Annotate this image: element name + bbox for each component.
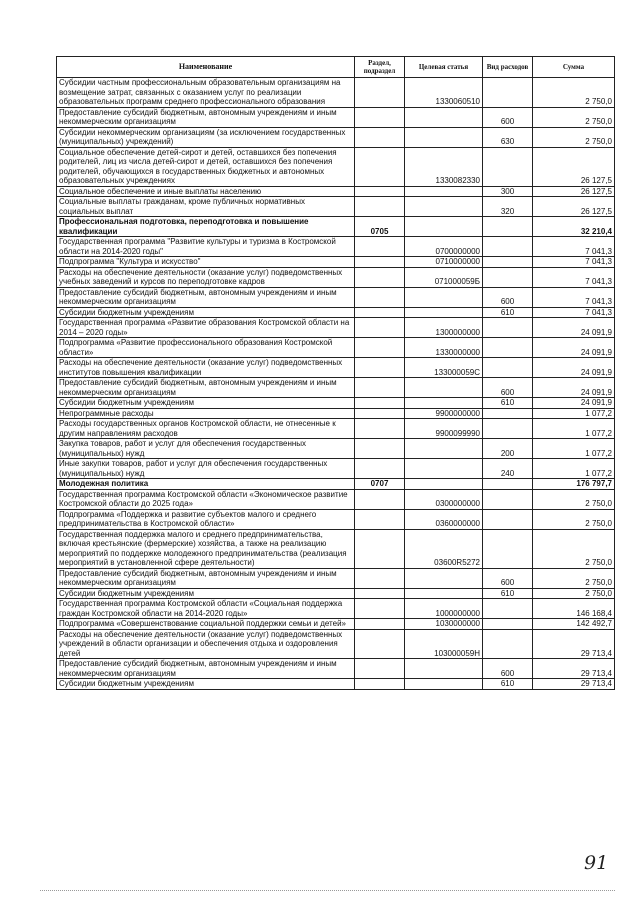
row-name: Государственная программа Костромской области «Экономическое развитие Костромской области до 2025 года» — [57, 489, 355, 509]
row-type — [483, 509, 533, 529]
row-target — [405, 568, 483, 588]
row-type — [483, 78, 533, 108]
row-type — [483, 489, 533, 509]
table-header-row — [57, 57, 615, 78]
row-sum: 24 091,9 — [533, 398, 615, 409]
row-name: Молодежная политика — [57, 479, 355, 490]
row-name: Подпрограмма «Развитие профессионального образования Костромской области» — [57, 338, 355, 358]
row-section — [355, 599, 405, 619]
row-name: Подпрограмма "Культура и искусство" — [57, 257, 355, 268]
header-name: Наименование — [57, 57, 355, 78]
row-target: 1030000000 — [405, 619, 483, 630]
row-type — [483, 529, 533, 568]
row-target — [405, 107, 483, 127]
row-section — [355, 267, 405, 287]
row-name: Государственная поддержка малого и среднего предпринимательства, включая крестьянские (фермерские) хозяйства, а также на реализацию мероприятий по поддержке молодежного предпринимательства (реализация мероприятий в установленной сфере деятельности) — [57, 529, 355, 568]
table-row — [57, 78, 615, 108]
row-section — [355, 197, 405, 217]
row-type: 600 — [483, 659, 533, 679]
row-target: 0360000000 — [405, 509, 483, 529]
footer-divider — [40, 890, 615, 892]
row-sum: 24 091,9 — [533, 378, 615, 398]
row-type — [483, 479, 533, 490]
row-name: Профессиональная подготовка, переподготовка и повышение квалификации — [57, 217, 355, 237]
row-section — [355, 659, 405, 679]
row-sum: 2 750,0 — [533, 509, 615, 529]
table-row — [57, 107, 615, 127]
row-sum: 2 750,0 — [533, 78, 615, 108]
row-name: Непрограммные расходы — [57, 408, 355, 419]
row-target — [405, 217, 483, 237]
row-sum: 2 750,0 — [533, 568, 615, 588]
row-type — [483, 338, 533, 358]
table-row — [57, 419, 615, 439]
row-target: 0710000000 — [405, 257, 483, 268]
row-section: 0707 — [355, 479, 405, 490]
table-row — [57, 197, 615, 217]
row-target: 1330082330 — [405, 147, 483, 186]
row-type: 600 — [483, 568, 533, 588]
row-sum: 176 797,7 — [533, 479, 615, 490]
row-target — [405, 659, 483, 679]
row-name: Иные закупки товаров, работ и услуг для обеспечения государственных (муниципальных) нужд — [57, 459, 355, 479]
header-target: Целевая статья — [405, 57, 483, 78]
row-target: 03600R5272 — [405, 529, 483, 568]
row-section — [355, 257, 405, 268]
row-name: Подпрограмма «Поддержка и развитие субъектов малого и среднего предпринимательства в Костромской области» — [57, 509, 355, 529]
row-sum: 142 492,7 — [533, 619, 615, 630]
table-row — [57, 588, 615, 599]
row-name: Расходы на обеспечение деятельности (оказание услуг) подведомственных институтов повышения квалификации — [57, 358, 355, 378]
row-target — [405, 287, 483, 307]
row-section — [355, 439, 405, 459]
row-target: 9900000000 — [405, 408, 483, 419]
row-target — [405, 197, 483, 217]
row-target: 133000059С — [405, 358, 483, 378]
row-name: Закупка товаров, работ и услуг для обеспечения государственных (муниципальных) нужд — [57, 439, 355, 459]
row-section — [355, 378, 405, 398]
row-sum: 2 750,0 — [533, 588, 615, 599]
row-target — [405, 459, 483, 479]
row-section — [355, 358, 405, 378]
row-section — [355, 629, 405, 659]
row-sum: 24 091,9 — [533, 318, 615, 338]
row-sum: 7 041,3 — [533, 267, 615, 287]
table-body — [57, 78, 615, 690]
row-sum: 2 750,0 — [533, 107, 615, 127]
table-row — [57, 237, 615, 257]
table-row — [57, 568, 615, 588]
row-target: 071000059Б — [405, 267, 483, 287]
row-type — [483, 147, 533, 186]
row-section — [355, 568, 405, 588]
row-target — [405, 439, 483, 459]
table-row — [57, 398, 615, 409]
row-section — [355, 619, 405, 630]
row-section — [355, 237, 405, 257]
row-type — [483, 358, 533, 378]
page-number: 91 — [584, 852, 609, 874]
table-row — [57, 147, 615, 186]
row-sum: 29 713,4 — [533, 629, 615, 659]
row-section — [355, 679, 405, 690]
row-section — [355, 318, 405, 338]
row-sum: 24 091,9 — [533, 338, 615, 358]
row-target: 1330000000 — [405, 338, 483, 358]
row-sum: 32 210,4 — [533, 217, 615, 237]
row-target: 9900099990 — [405, 419, 483, 439]
row-name: Государственная программа "Развитие культуры и туризма в Костромской области на 2014-2020 годы" — [57, 237, 355, 257]
budget-table — [56, 56, 615, 690]
header-type: Вид расходов — [483, 57, 533, 78]
table-row — [57, 439, 615, 459]
row-type — [483, 257, 533, 268]
row-type: 610 — [483, 679, 533, 690]
row-section — [355, 398, 405, 409]
row-sum: 26 127,5 — [533, 147, 615, 186]
table-row — [57, 459, 615, 479]
row-type: 610 — [483, 398, 533, 409]
row-section — [355, 186, 405, 197]
header-section: Раздел, подраздел — [355, 57, 405, 78]
table-row — [57, 257, 615, 268]
row-type — [483, 619, 533, 630]
row-section — [355, 127, 405, 147]
row-name: Предоставление субсидий бюджетным, автономным учреждениям и иным некоммерческим организациям — [57, 659, 355, 679]
table-row — [57, 338, 615, 358]
row-sum: 24 091,9 — [533, 358, 615, 378]
table-row — [57, 318, 615, 338]
table-row — [57, 679, 615, 690]
row-target — [405, 186, 483, 197]
row-type: 300 — [483, 186, 533, 197]
row-name: Государственная программа «Развитие образования Костромской области на 2014 – 2020 годы» — [57, 318, 355, 338]
row-name: Субсидии некоммерческим организациям (за исключением государственных (муниципальных) учреждений) — [57, 127, 355, 147]
row-type: 610 — [483, 307, 533, 318]
row-sum: 2 750,0 — [533, 127, 615, 147]
row-sum: 7 041,3 — [533, 287, 615, 307]
row-section — [355, 509, 405, 529]
table-row — [57, 529, 615, 568]
header-sum: Сумма — [533, 57, 615, 78]
table-row — [57, 267, 615, 287]
row-section — [355, 147, 405, 186]
row-type: 600 — [483, 107, 533, 127]
row-target: 1000000000 — [405, 599, 483, 619]
table-row — [57, 489, 615, 509]
row-sum: 7 041,3 — [533, 307, 615, 318]
table-row — [57, 127, 615, 147]
row-name: Субсидии бюджетным учреждениям — [57, 679, 355, 690]
row-name: Расходы на обеспечение деятельности (оказание услуг) подведомственных учебных заведений и курсов по переподготовке кадров — [57, 267, 355, 287]
table-row — [57, 629, 615, 659]
row-name: Государственная программа Костромской области «Социальная поддержка граждан Костромской области на 2014-2020 годы» — [57, 599, 355, 619]
row-type: 320 — [483, 197, 533, 217]
row-sum: 7 041,3 — [533, 237, 615, 257]
row-type — [483, 267, 533, 287]
row-type — [483, 419, 533, 439]
table-row — [57, 378, 615, 398]
table-row — [57, 408, 615, 419]
row-section — [355, 338, 405, 358]
row-name: Социальные выплаты гражданам, кроме публичных нормативных социальных выплат — [57, 197, 355, 217]
row-section — [355, 419, 405, 439]
row-section — [355, 489, 405, 509]
row-target — [405, 127, 483, 147]
row-name: Расходы государственных органов Костромской области, не отнесенные к другим направлениям расходов — [57, 419, 355, 439]
row-type — [483, 629, 533, 659]
row-type — [483, 599, 533, 619]
table-row — [57, 659, 615, 679]
row-name: Субсидии бюджетным учреждениям — [57, 307, 355, 318]
table-row — [57, 599, 615, 619]
row-name: Субсидии бюджетным учреждениям — [57, 588, 355, 599]
table-row — [57, 307, 615, 318]
row-type: 600 — [483, 378, 533, 398]
row-target — [405, 588, 483, 599]
row-section — [355, 307, 405, 318]
row-sum: 2 750,0 — [533, 489, 615, 509]
row-name: Предоставление субсидий бюджетным, автономным учреждениям и иным некоммерческим организациям — [57, 107, 355, 127]
row-section — [355, 107, 405, 127]
row-sum: 1 077,2 — [533, 419, 615, 439]
row-name: Расходы на обеспечение деятельности (оказание услуг) подведомственных учреждений в области организации и обеспечения отдыха и оздоровления детей — [57, 629, 355, 659]
row-target — [405, 307, 483, 318]
row-sum: 1 077,2 — [533, 459, 615, 479]
row-target — [405, 398, 483, 409]
row-type — [483, 237, 533, 257]
table-row — [57, 287, 615, 307]
row-type — [483, 408, 533, 419]
row-type: 600 — [483, 287, 533, 307]
row-target: 0300000000 — [405, 489, 483, 509]
row-target: 103000059Н — [405, 629, 483, 659]
row-sum: 1 077,2 — [533, 408, 615, 419]
row-sum: 7 041,3 — [533, 257, 615, 268]
row-name: Субсидии бюджетным учреждениям — [57, 398, 355, 409]
row-section — [355, 78, 405, 108]
table-row — [57, 619, 615, 630]
table-row — [57, 358, 615, 378]
row-type: 240 — [483, 459, 533, 479]
row-section — [355, 408, 405, 419]
row-section — [355, 287, 405, 307]
row-type — [483, 217, 533, 237]
row-type: 630 — [483, 127, 533, 147]
row-type — [483, 318, 533, 338]
row-target — [405, 378, 483, 398]
row-sum: 29 713,4 — [533, 679, 615, 690]
table-row — [57, 186, 615, 197]
row-target: 0700000000 — [405, 237, 483, 257]
row-name: Субсидии частным профессиональным образовательным организациям на возмещение затрат, связанных с оказанием услуг по реализации образовательных программ среднего профессионального образования — [57, 78, 355, 108]
row-target: 1300000000 — [405, 318, 483, 338]
row-type: 200 — [483, 439, 533, 459]
table-row — [57, 217, 615, 237]
row-target — [405, 679, 483, 690]
row-name: Предоставление субсидий бюджетным, автономным учреждениям и иным некоммерческим организациям — [57, 287, 355, 307]
row-sum: 26 127,5 — [533, 186, 615, 197]
row-section — [355, 459, 405, 479]
row-target — [405, 479, 483, 490]
row-section: 0705 — [355, 217, 405, 237]
row-section — [355, 588, 405, 599]
row-name: Предоставление субсидий бюджетным, автономным учреждениям и иным некоммерческим организациям — [57, 568, 355, 588]
row-sum: 29 713,4 — [533, 659, 615, 679]
row-type: 610 — [483, 588, 533, 599]
row-name: Социальное обеспечение и иные выплаты населению — [57, 186, 355, 197]
row-sum: 26 127,5 — [533, 197, 615, 217]
row-name: Предоставление субсидий бюджетным, автономным учреждениям и иным некоммерческим организациям — [57, 378, 355, 398]
row-sum: 2 750,0 — [533, 529, 615, 568]
row-sum: 146 168,4 — [533, 599, 615, 619]
table-row — [57, 479, 615, 490]
row-name: Подпрограмма «Совершенствование социальной поддержки семьи и детей» — [57, 619, 355, 630]
row-sum: 1 077,2 — [533, 439, 615, 459]
table-row — [57, 509, 615, 529]
row-name: Социальное обеспечение детей-сирот и детей, оставшихся без попечения родителей, лиц из числа детей-сирот и детей, оставшихся без попечения родителей, обучающихся в государственных бюджетных и автономных образовательных учреждениях — [57, 147, 355, 186]
row-target: 1330060510 — [405, 78, 483, 108]
row-section — [355, 529, 405, 568]
